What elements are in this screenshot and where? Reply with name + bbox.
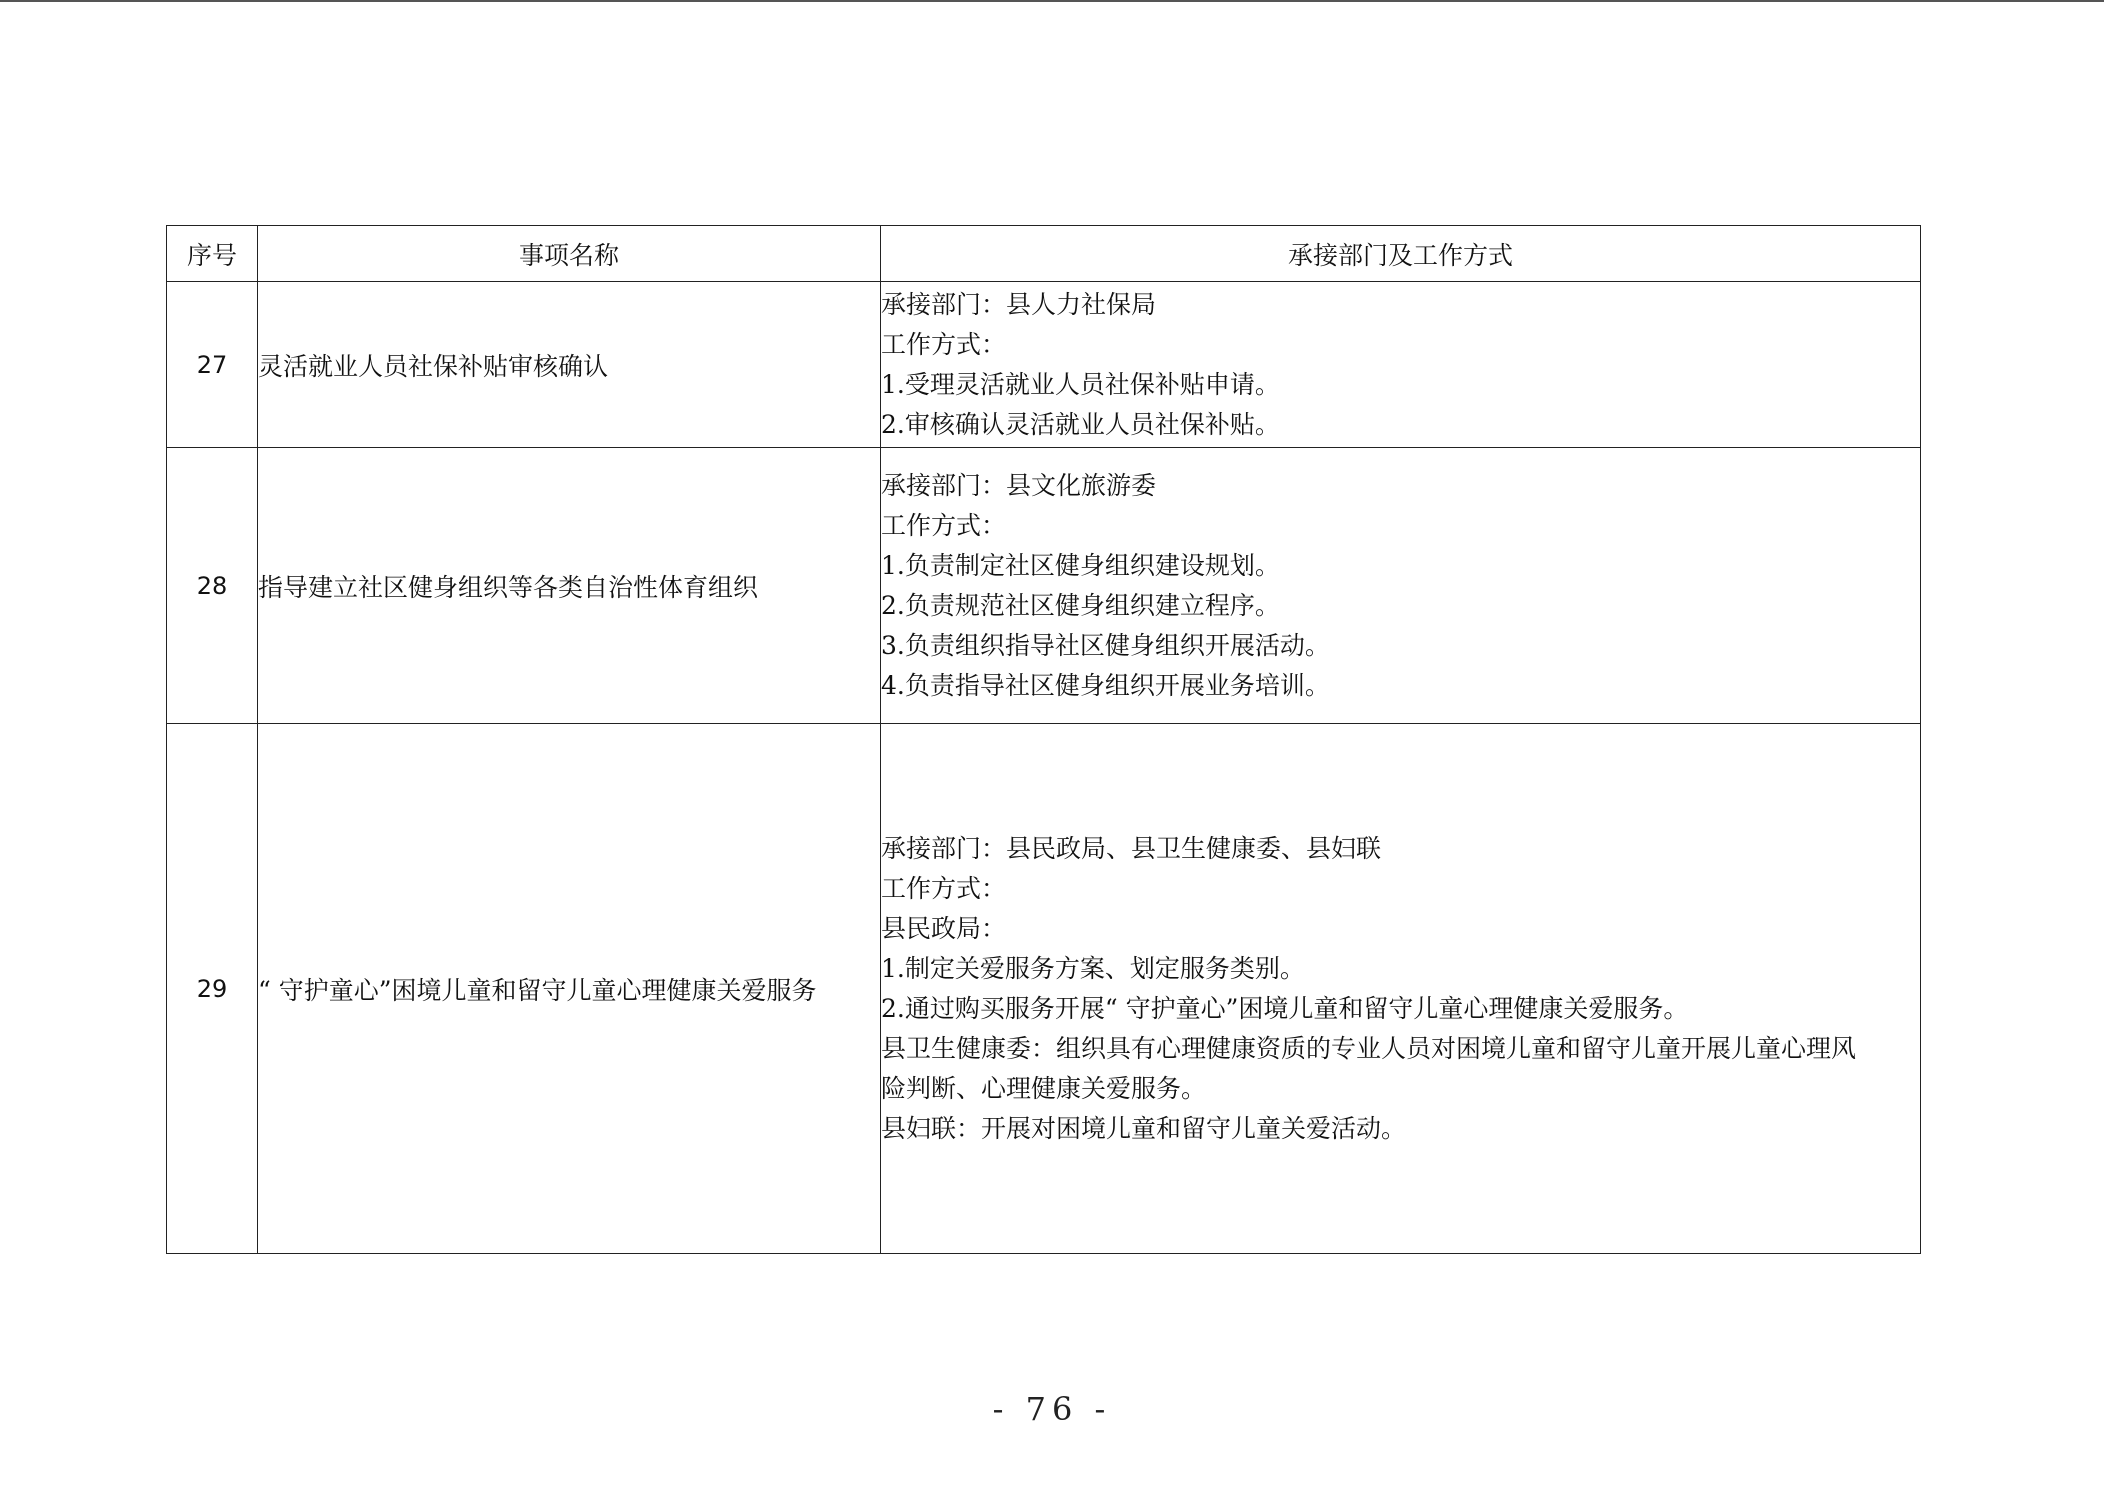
row-department-and-method [881,724,1921,1254]
dept-line: 1.制定关爱服务方案、划定服务类别。 [881,953,1305,983]
page-number: - 76 - [992,1390,1112,1428]
dept-line: 2.审核确认灵活就业人员社保补贴。 [881,409,1280,439]
row-serial-number: 27 [167,282,258,448]
dept-line: 2.通过购买服务开展“ 守护童心”困境儿童和留守儿童心理健康关爱服务。 [881,993,1689,1023]
header-item-name: 事项名称 [258,226,881,282]
table-row [167,448,1921,724]
dept-line: 工作方式： [881,873,1007,903]
table-row [167,724,1921,1254]
dept-line: 1.负责制定社区健身组织建设规划。 [881,550,1280,580]
row-department-and-method [881,448,1921,724]
row-serial-number: 29 [167,724,258,1254]
table-header-row [167,226,1921,282]
row-serial-number: 28 [167,448,258,724]
dept-line: 3.负责组织指导社区健身组织开展活动。 [881,630,1330,660]
items-table [166,225,1921,1254]
table-row [167,282,1921,448]
dept-line: 工作方式： [881,329,1007,359]
row-item-name: 指导建立社区健身组织等各类自治性体育组织 [258,448,881,724]
row-item-name: “ 守护童心”困境儿童和留守儿童心理健康关爱服务 [258,724,881,1254]
dept-line: 险判断、心理健康关爱服务。 [881,1073,1207,1103]
top-border-line [0,0,2104,2]
row-item-name: 灵活就业人员社保补贴审核确认 [258,282,881,448]
header-department-and-method: 承接部门及工作方式 [881,226,1921,282]
dept-line: 2.负责规范社区健身组织建立程序。 [881,590,1280,620]
row-department-and-method [881,282,1921,448]
dept-line: 县民政局： [881,913,1007,943]
dept-line: 承接部门：县民政局、县卫生健康委、县妇联 [881,833,1382,863]
dept-line: 承接部门：县人力社保局 [881,289,1157,319]
header-serial-number: 序号 [167,226,258,282]
dept-line: 县卫生健康委：组织具有心理健康资质的专业人员对困境儿童和留守儿童开展儿童心理风 [881,1033,1857,1063]
dept-line: 承接部门：县文化旅游委 [881,470,1157,500]
dept-line: 县妇联：开展对困境儿童和留守儿童关爱活动。 [881,1113,1407,1143]
dept-line: 4.负责指导社区健身组织开展业务培训。 [881,670,1330,700]
dept-line: 工作方式： [881,510,1007,540]
dept-line: 1.受理灵活就业人员社保补贴申请。 [881,369,1280,399]
